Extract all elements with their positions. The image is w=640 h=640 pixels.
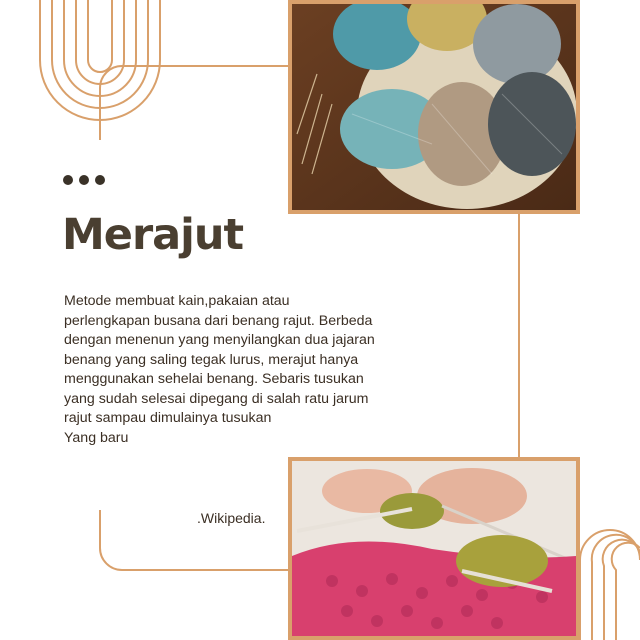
description-line: dengan menenun yang menyilangkan dua jajaran — [64, 332, 375, 348]
description-line: Metode membuat kain,pakaian atau — [64, 293, 290, 309]
description-line: benang yang saling tegak lurus, merajut hanya — [64, 351, 359, 368]
description-line: rajut sampau dimulainya tusukan — [64, 410, 272, 426]
dot-icon — [79, 175, 89, 185]
yarn-balls-image — [288, 0, 580, 214]
page-title: Merajut — [62, 210, 244, 260]
description-line: yang sudah selesai dipegang di salah ratu jarum — [64, 390, 369, 407]
source-credit: .Wikipedia. — [197, 510, 266, 526]
knitting-image — [288, 457, 580, 640]
yarn-balls-illustration — [292, 4, 576, 210]
ellipsis-dots — [63, 175, 105, 185]
description-line: Yang baru — [64, 429, 129, 446]
knitting-illustration — [292, 461, 576, 636]
dot-icon — [63, 175, 73, 185]
description — [64, 292, 424, 448]
dot-icon — [95, 175, 105, 185]
description-line: menggunakan sehelai benang. Sebaris tusukan — [64, 371, 364, 387]
description-line: perlengkapan busana dari benang rajut. Berbeda — [64, 312, 373, 329]
